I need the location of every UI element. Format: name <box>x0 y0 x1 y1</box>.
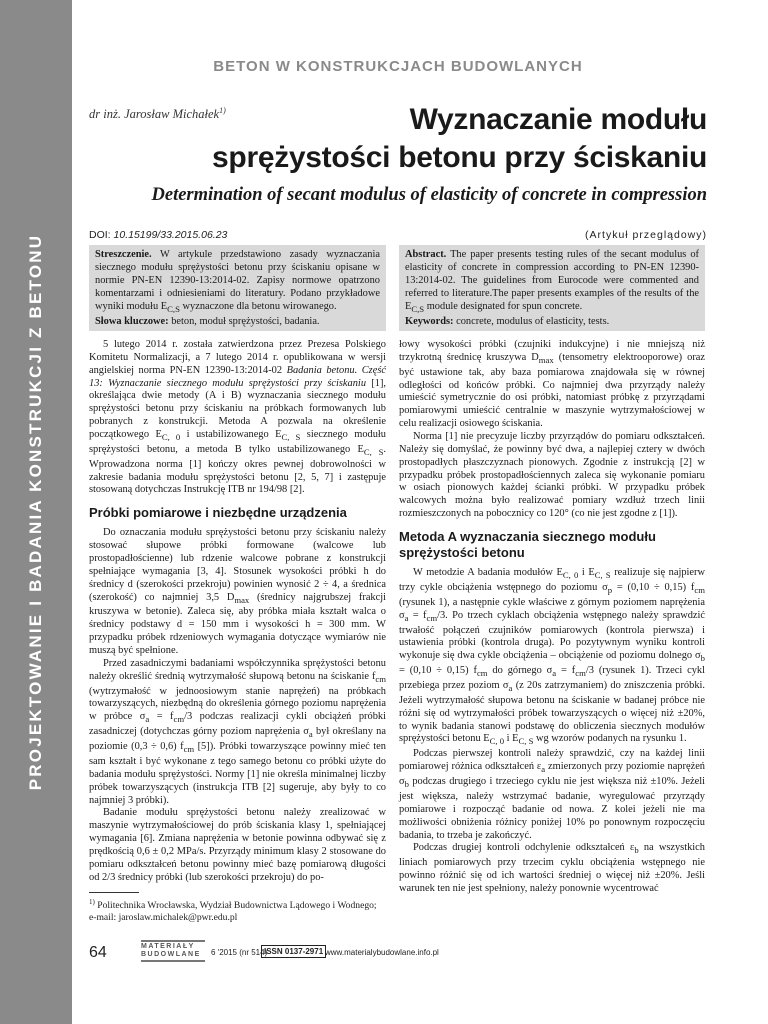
paragraph: Do oznaczania modułu sprężystości betonu przy ściskaniu należy stosować słupowe próbki formowane (walcowe lub prostopadłościenne) lub rdzenie walcowe pobrane z konstrukcji spełniające wymagania [3, 4]. Stosunek wysokości próbki h do średnicy d (szerokości przekroju) powinien wynosić 2 ÷ 4, a średnica (szerokość) co najmniej 3,5 $D_{max}$ (średnicy najgrubszej frakcji kruszywa w betonie). Zaleca się, aby próbka miała kształt walca o średnicy podstawy d = 150 mm i wysokości h = 300 mm. W przypadku próbek rdzeniowych wymagania dotyczące wymiarów nie muszą być spełnione. <box>89 527 387 656</box>
subscript: C,S <box>411 303 425 314</box>
author-name: dr inż. Jarosław Michałek <box>89 107 220 122</box>
footnote-email[interactable]: e-mail: jaroslaw.michalek@pwr.edu.pl <box>89 911 238 923</box>
paragraph: Przed zasadniczymi badaniami współczynnika sprężystości betonu należy określić średnią wytrzymałość słupową betonu na ściskanie $f_{cm}$ (wytrzymałość w jednoosiowym stanie naprężeń) na próbkach towarzyszących, niezbędną do określenia górnego poziomu naprężenia w próbce $\sigma_a = f_{cm}/3$ podczas realizacji cykli obciążeń próbki zasadniczej (dotychczas górny poziom naprężenia $\sigma_a$ był określany na poziomie (0,3 ÷ 0,6) $f_{cm}$ [5]). Próbki towarzyszące powinny mieć ten sam kształt i być wykonane z tego samego betonu co próbki użyte do badania modułu sprężystości. Normy [1] nie określa minimalnej liczby próbek towarzyszących (instrukcja ITB [2] sugeruje, aby były to co najmniej 3 próbki). <box>89 657 386 806</box>
paragraph: Podczas drugiej kontroli odchylenie odkształceń $\varepsilon_b$ na wszystkich liniach pomiarowych przy trzecim cyklu obciążenia wstępnego nie powinno różnić się od ich wartości średniej o więcej niż ±20%. Jeśli warunek ten nie jest spełniony, należy ponownie wycentrować <box>399 842 705 895</box>
paragraph: Badanie modułu sprężystości betonu należy zrealizować w maszynie wytrzymałościowej do prób ściskania klasy 1, spełniającej wymagania [6]. Zmiana naprężenia w betonie powinna odbywać się z prędkością 0,6 ± 0,2 MPa/s. Przyrządy minimum klasy 2 stosowane do pomiaru odkształceń betonu powinny mieć bazę pomiarową długości od 2/3 średnicy próbki (lub szerokości przekroju) do po- <box>89 807 386 883</box>
paragraph: Podczas pierwszej kontroli należy sprawdzić, czy na każdej linii pomiarowej różnica odkształceń $\varepsilon_a$ zmierzonych przy poziomie naprężeń $\sigma_b$ podczas drugiego i trzeciego cyklu nie jest większa niż ±10%. Jeżeli jest większa, należy wstrzymać badanie, wyregulować przyrządy pomiarowe i rozpocząć badanie od nowa. Z kolei jeżeli nie ma możliwości obniżenia różnicy poniżej 10% po ponownym rozpoczęciu badania, to trzeba je zakończyć. <box>399 748 705 841</box>
paragraph: łowy wysokości próbki (czujniki indukcyjne) i nie mniejszą niż trzykrotną średnicę kruszywa $D_{max}$ (tensometry elektrooporowe) oraz być ustawione tak, aby baza pomiarowa znajdowała się w równej odległości od końców próbki. Co najmniej dwa przyrządy należy umieścić symetrycznie do osi próbki, natomiast próbkę z przyrządami pomiarowymi umieścić centralnie w maszynie wytrzymałościowej w celu realizacji osiowego ściskania. <box>399 339 705 430</box>
footnote-rule <box>89 892 139 893</box>
title-line-2: sprężystości betonu przy ściskaniu <box>212 141 707 174</box>
keywords-pl-label: Słowa kluczowe: <box>95 315 169 327</box>
page-footer <box>89 940 707 970</box>
footnote <box>89 897 386 923</box>
journal-logo-text: MATERIAŁY BUDOWLANE <box>141 940 205 962</box>
paragraph: 5 lutego 2014 r. została zatwierdzona przez Prezesa Polskiego Komitetu Normalizacji, a 7 lutego 2014 r. opublikowana w wersji angielskiej norma PN-EN 12390-13:2014-02 Badania betonu. Część 13: Wyznaczanie siecznego modułu sprężystości przy ściskaniu [1], określająca dwie metody (A i B) wyznaczania siecznego modułu sprężystości betonu przy ściskaniu na próbkach formowanych lub pobranych z konstrukcji. Metoda A pozwala na określenie początkowego $E_{C, 0}$ i ustabilizowanego $E_{C, S}$ siecznego modułu sprężystości betonu, a metoda B tylko ustabilizowanego $E_{C, S}$. Wprowadzona norma [1] kończy okres pewnej dobrowolności w zakresie badania modułu sprężystości betonu [2, 5, 7] i zastępuje stosowaną dotychczas Instrukcję ITB nr 194/98 [2]. <box>89 339 386 496</box>
keywords-en: concrete, modulus of elasticity, tests. <box>453 315 610 327</box>
keywords-en-label: Keywords: <box>405 315 454 327</box>
doi-value[interactable]: 10.15199/33.2015.06.23 <box>113 229 228 241</box>
paragraph: Norma [1] nie precyzuje liczby przyrządów do pomiaru odkształceń. Należy się domyślać, że powinny być dwa, a najlepiej cztery w dwóch prostopadłych płaszczyznach pionowych. Zgodnie z instrukcją [2] w przypadku próbek prostopadłościennych zaleca się wykonanie pomiaru w osiach pionowych każdej ścianki próbki. W przypadku próbek walcowych można było realizować pomiary wzdłuż trzech linii rozmieszczonych na pobocznicy co 120° (co nie jest zgodne z [1]). <box>399 430 705 520</box>
body-column-left <box>89 339 386 884</box>
abstract-en-text: The paper presents testing rules of the secant modulus of elasticity of concrete in compression according to PN-EN 12390-13:2014-02. The guidelines from Eurocode were commented and referred to literature.The paper presents examples of the results of the E <box>405 249 699 312</box>
page-content <box>89 0 707 1024</box>
article-title-english: Determination of secant modulus of elasticity of concrete in compression <box>151 185 707 205</box>
abstract-pl-label: Streszczenie. <box>95 249 152 260</box>
section-heading-method-a: Metoda A wyznaczania siecznego modułu sprężystości betonu <box>399 528 656 560</box>
abstract-english <box>399 245 705 331</box>
doi <box>89 229 227 241</box>
title-line-1: Wyznaczanie modułu <box>409 103 707 136</box>
section-heading-samples: Próbki pomiarowe i niezbędne urządzenia <box>89 505 347 521</box>
doi-label: DOI: <box>89 229 111 241</box>
side-band <box>0 0 72 1024</box>
paragraph: W metodzie A badania modułów $E_{C, 0}$ i $E_{C, S}$ realizuje się najpierw trzy cykle obciążenia wstępnego do poziomu $\sigma_p = (0,10 \div 0,15)$ $f_{cm}$ (rysunek 1), a następnie cykle właściwe z górnym poziomem naprężenia $\sigma_a = f_{cm}/3$. Po trzech cyklach obciążenia wstępnego należy sprawdzić trwałość połączeń czujników pomiarowych (kontrola pierwsza) i ustawienia próbki (kontrola druga). Po pozytywnym wyniku kontroli wykonuje się dwa cykle obciążenia – obciążenie od poziomu dolnego $\sigma_b = (0,10 \div 0,15)$ $f_{cm}$ do górnego $\sigma_a = f_{cm}/3$ (rysunek 1). Trzeci cykl przebiega przez poziom $\sigma_a$ (z 20s zatrzymaniem) do zniszczenia próbki. Jeżeli wytrzymałość słupowa betonu na ściskanie w badanej próbce nie różni się od wytrzymałości próbek towarzyszących o więcej niż ±20%, to wynik badania stanowi podstawę do obliczenia siecznych modułów sprężystości betonu $E_{C, 0}$ i $E_{C, S}$ wg wzorów podanych na rysunku 1. <box>399 566 706 747</box>
keywords-pl: beton, moduł sprężystości, badania. <box>168 315 320 327</box>
body-column-right <box>399 339 705 896</box>
page-number: 64 <box>89 944 107 961</box>
footnote-affiliation: $^{1)}$ Politechnika Wrocławska, Wydział Budownictwa Lądowego i Wodnego; <box>89 898 377 912</box>
abstract-en-text-end: module designated for spun concrete. <box>424 300 583 312</box>
abstract-pl-text-end: wyznaczone dla betonu wirowanego. <box>179 300 337 312</box>
issn: ISSN 0137-2971 <box>261 945 326 958</box>
article-title <box>119 101 707 177</box>
subscript: C,S <box>167 303 180 314</box>
side-band-title: PROJEKTOWANIE I BADANIA KONSTRUKCJI Z BETONU <box>26 233 45 791</box>
abstract-pl-text: W artykule przedstawiono zasady wyznaczania siecznego modułu sprężystości betonu przy ściskaniu opisane w normie PN-EN 12390-13:2014-02. Zapisy normowe opatrzono komentarzami i odniesieniami do literatury. Podano przykładowe wyniki modułu E <box>95 249 380 312</box>
abstract-polish <box>89 245 386 331</box>
issue-info: 6 '2015 (nr 514) <box>211 948 268 957</box>
website-link[interactable]: www.materialybudowlane.info.pl <box>325 948 439 957</box>
author-note-mark: 1) <box>219 106 226 115</box>
section-heading: BETON W KONSTRUKCJACH BUDOWLANYCH <box>213 58 583 75</box>
article-type: (Artykuł przeglądowy) <box>585 229 707 241</box>
abstract-en-label: Abstract. <box>405 249 447 260</box>
journal-logo <box>141 940 205 962</box>
